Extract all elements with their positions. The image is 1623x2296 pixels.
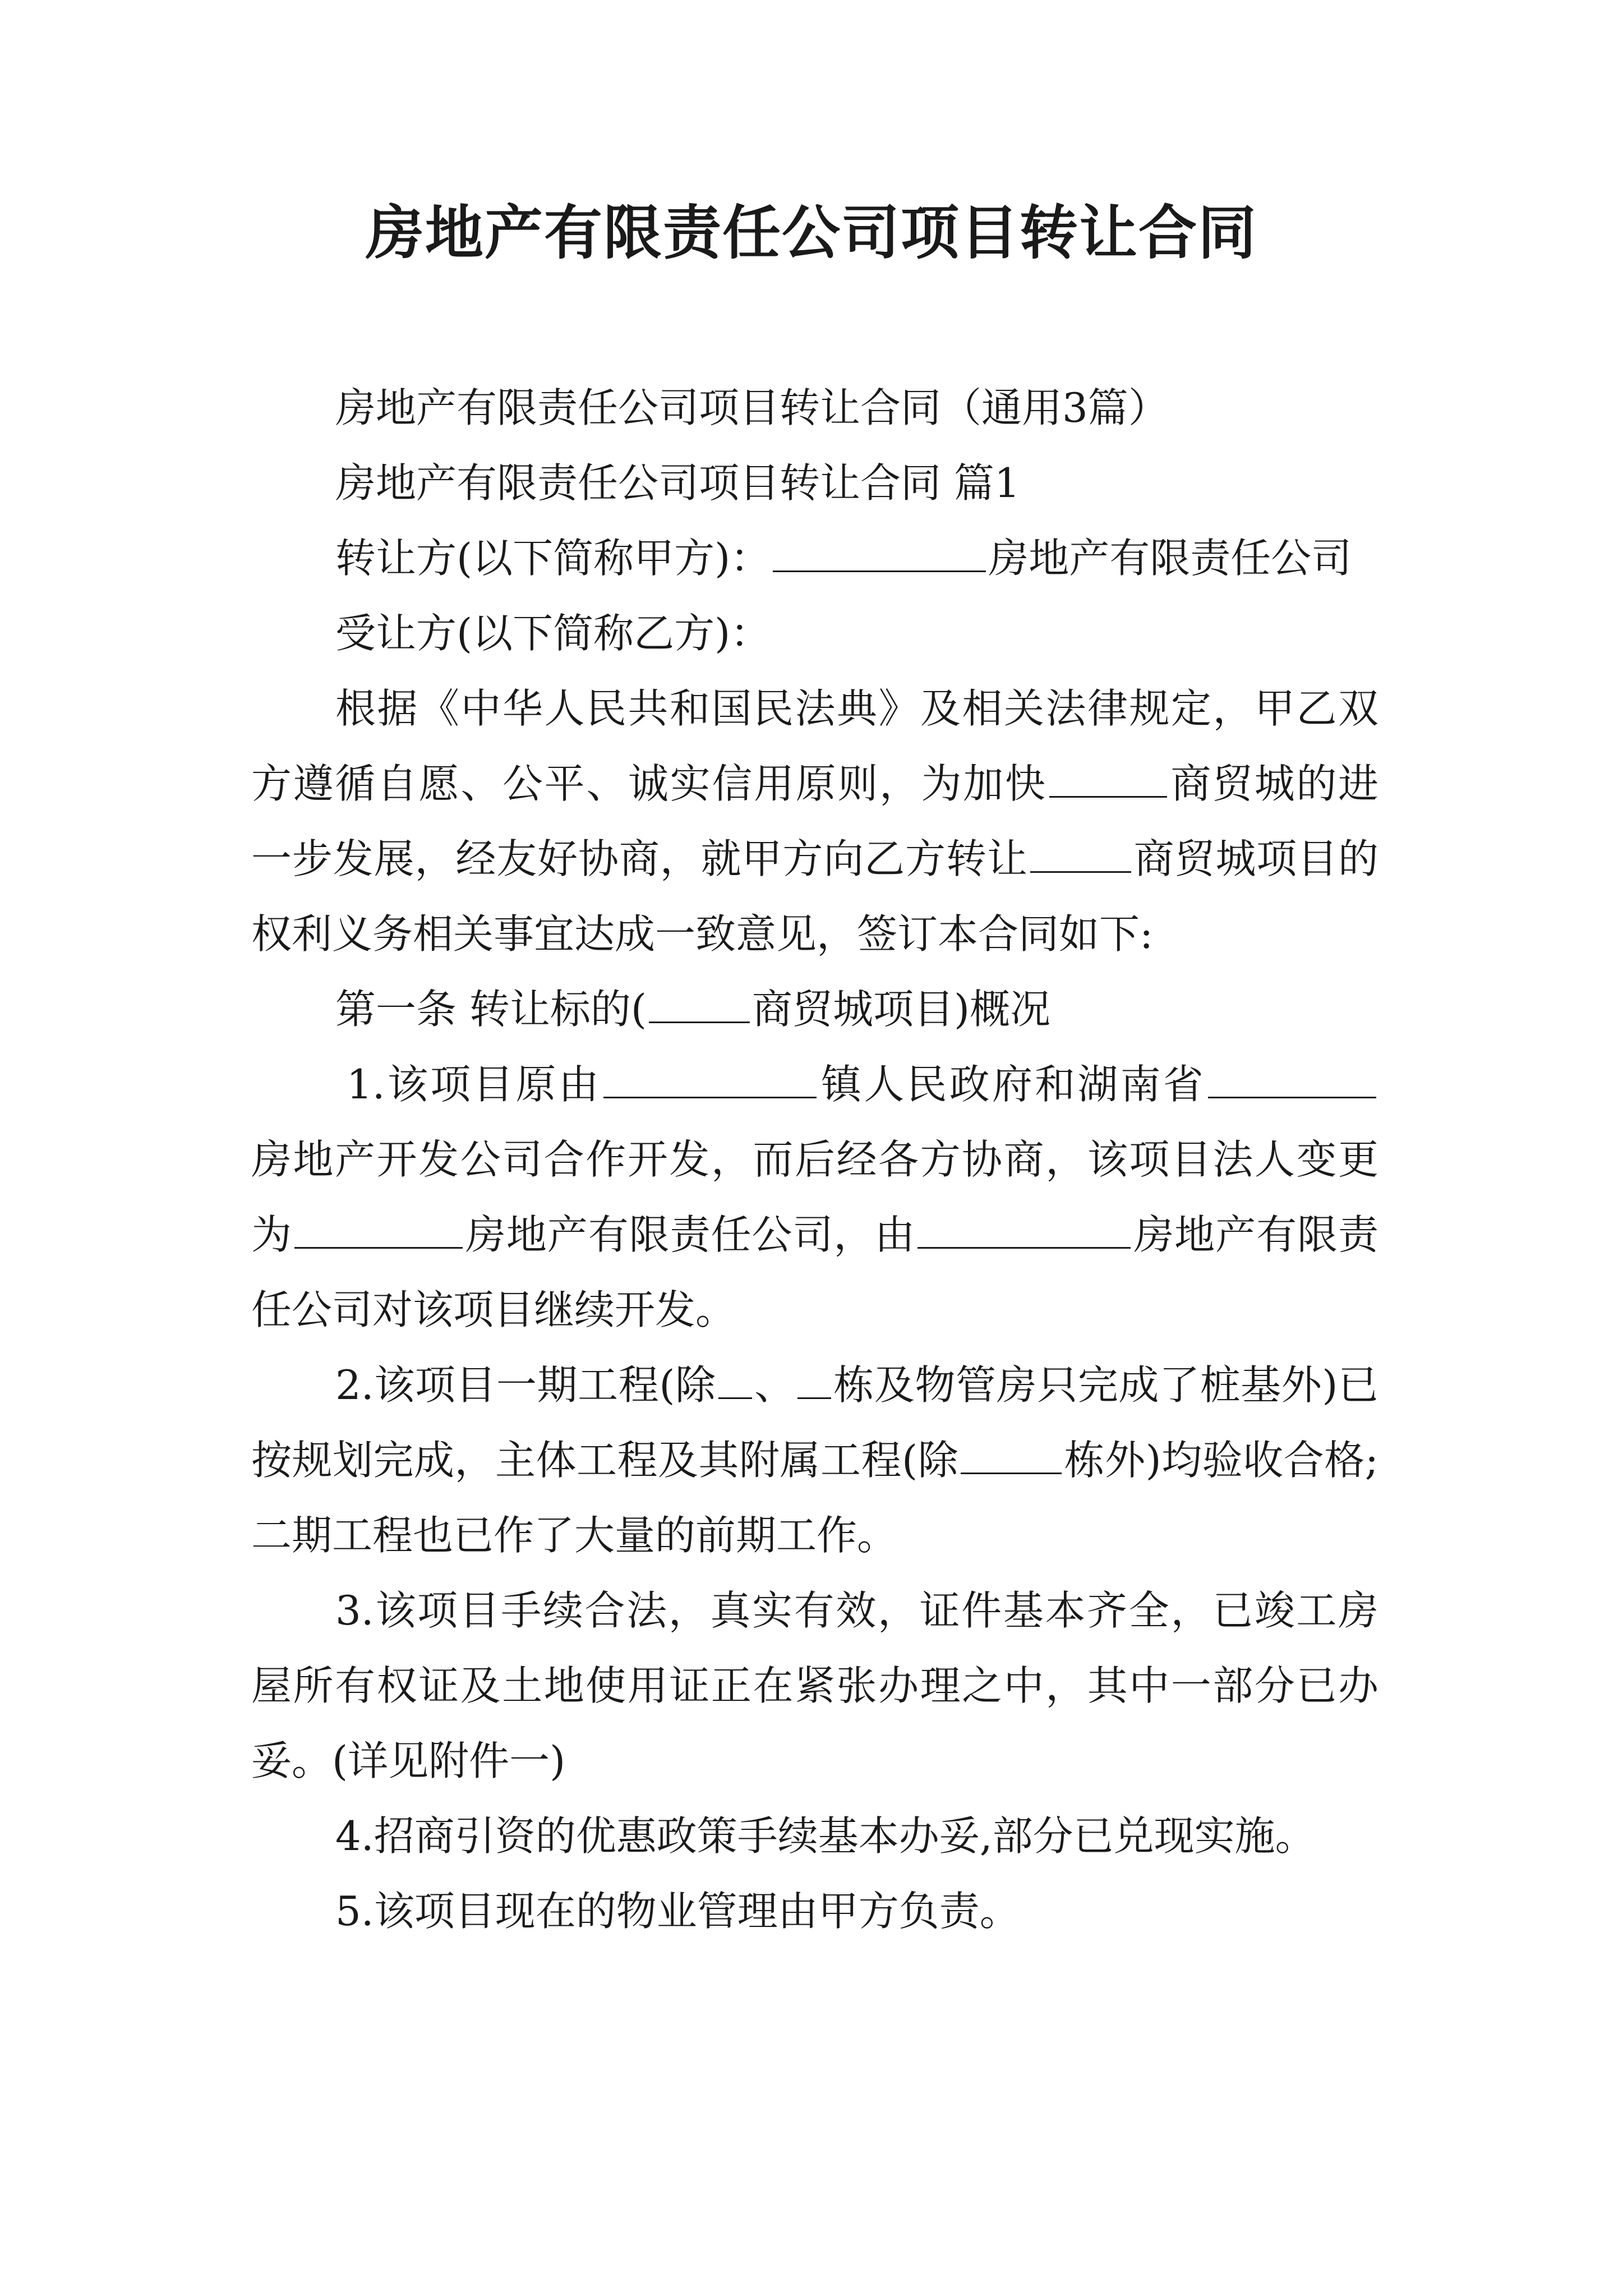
item-2-blank-2: [797, 1365, 831, 1399]
item-1-paragraph: [251, 1047, 1378, 1347]
item-1-blank-1: [603, 1064, 817, 1098]
item-1-text-c: 房地产开发公司合作开发，而后经各方协商，该项目法人变更为: [251, 1136, 1378, 1258]
item-2-paragraph: [251, 1347, 1378, 1573]
article-1-text-b: 商贸城项目)概况: [751, 986, 1051, 1033]
item-1-blank-4: [917, 1214, 1131, 1249]
item-3-paragraph: 3.该项目手续合法，真实有效，证件基本齐全，已竣工房屋所有权证及土地使用证正在紧张办理之中，其中一部分已办妥。(详见附件一): [251, 1587, 1378, 1784]
preamble-paragraph: [251, 671, 1378, 972]
item-2-text-b: 、: [754, 1361, 795, 1409]
transferor-line: [251, 521, 1378, 596]
preamble-text-c: 商贸城项目的权利义务相关事宜达成一致意见，签订本合同如下:: [251, 835, 1378, 958]
transferee-line: [251, 596, 1378, 671]
item-1-text-b: 镇人民政府和湖南省: [818, 1061, 1206, 1108]
item-2-text-c: 栋及物管房只完成了桩基外)已按规划完成，主体工程及其附属工程(除: [251, 1361, 1378, 1484]
document-body: [251, 370, 1378, 1949]
subtitle: 房地产有限责任公司项目转让合同（通用3篇）: [335, 384, 1169, 431]
preamble-text-a: 根据《中华人民共和国民法典》及相关法律规定，甲乙双方遵循自愿、公平、诚实信用原则，为加快: [251, 685, 1378, 807]
preamble-blank-1: [1049, 763, 1167, 798]
item-2-text-d: 栋外)均验收合格;二期工程也已作了大量的前期工作。: [251, 1437, 1378, 1559]
transferor-suffix: 房地产有限责任公司: [988, 535, 1352, 582]
transferor-label: 转让方(以下简称甲方)：: [335, 535, 771, 582]
article-1-text-a: 第一条 转让标的(: [335, 986, 647, 1033]
page-title: 房地产有限责任公司项目转让合同: [365, 198, 1257, 267]
item-1-text-d: 房地产有限责任公司，由: [464, 1211, 916, 1258]
item-5-paragraph: 5.该项目现在的物业管理由甲方负责。: [335, 1888, 1020, 1935]
transferee-label: 受让方(以下简称乙方)：: [335, 610, 771, 657]
item-2-blank-1: [718, 1365, 752, 1399]
preamble-blank-2: [1030, 839, 1131, 873]
article-1-blank: [649, 989, 750, 1023]
item-1-text-e: 房地产有限责任公司对该项目继续开发。: [251, 1211, 1378, 1333]
transferor-blank: [773, 538, 986, 572]
item-4-paragraph: 4.招商引资的优惠政策手续基本办妥,部分已兑现实施。: [335, 1812, 1316, 1860]
item-2-text-a: 2.该项目一期工程(除: [335, 1361, 716, 1409]
item-1-blank-3: [294, 1214, 463, 1249]
section-heading: 房地产有限责任公司项目转让合同 篇1: [335, 459, 1020, 507]
item-1-blank-2: [1208, 1064, 1376, 1098]
item-1-text-a: 1.该项目原由: [347, 1061, 601, 1108]
preamble-text-b: 商贸城的进一步发展，经友好协商，就甲方向乙方转让: [251, 760, 1378, 882]
article-1-heading: [251, 972, 1378, 1047]
item-2-blank-3: [961, 1440, 1062, 1474]
